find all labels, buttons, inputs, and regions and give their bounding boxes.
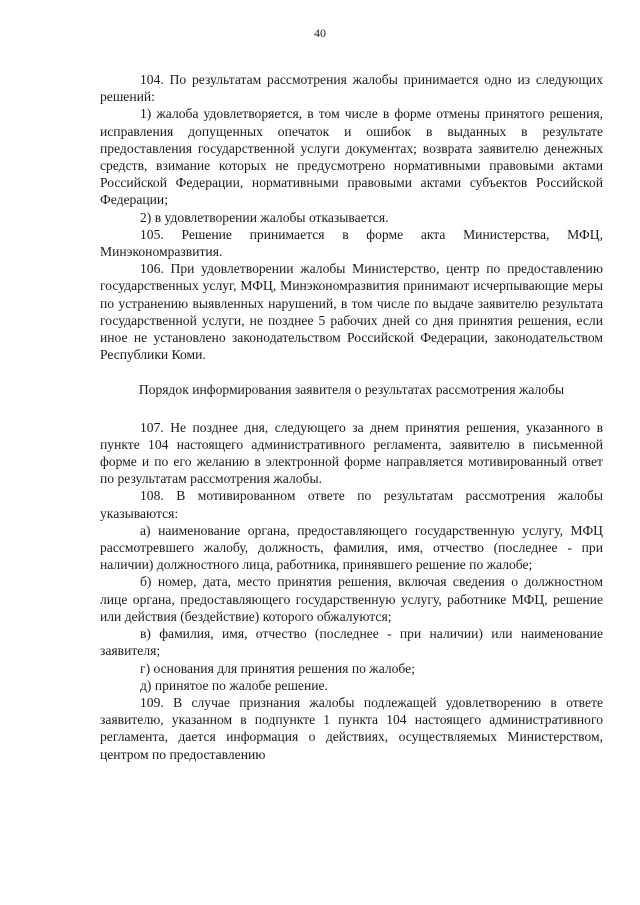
paragraph-108: 108. В мотивированном ответе по результатам рассмотрения жалобы указываются: xyxy=(100,488,603,521)
paragraph-109: 109. В случае признания жалобы подлежащей удовлетворению в ответе заявителю, указанном в подпункте 1 пункта 104 настоящего административного регламента, дается информация о действиях, осуществляемых Министерством, центром по предоставлению xyxy=(100,694,603,762)
paragraph-106: 106. При удовлетворении жалобы Министерство, центр по предоставлению государственных услуг, МФЦ, Минэкономразвития принимают исчерпывающие меры по устранению выявленных нарушений, в том числе по выдаче заявителю результата государственной услуги, не позднее 5 рабочих дней со дня принятия решения, если иное не установлено законодательством Российской Федерации, законодательством Республики Коми. xyxy=(100,261,603,363)
paragraph-108-item-d: д) принятое по жалобе решение. xyxy=(140,677,328,693)
paragraph-108-item-g: г) основания для принятия решения по жалобе; xyxy=(140,660,415,676)
paragraph-104-item-1: 1) жалоба удовлетворяется, в том числе в форме отмены принятого решения, исправления допущенных опечаток и ошибок в выданных в результате предоставления государственной услуги документах; возврата заявителю денежных средств, взимание которых не предусмотрено нормативными правовыми актами Российской Федерации, нормативными правовыми актами субъектов Российской Федерации; xyxy=(100,106,603,208)
section-heading: Порядок информирования заявителя о результатах рассмотрения жалобы xyxy=(138,382,565,398)
paragraph-107: 107. Не позднее дня, следующего за днем принятия решения, указанного в пункте 104 настоящего административного регламента, заявителю в письменной форме и по его желанию в электронной форме направляется мотивированный ответ по результатам рассмотрения жалобы. xyxy=(100,419,603,487)
paragraph-105: 105. Решение принимается в форме акта Министерства, МФЦ, Минэкономразвития. xyxy=(100,226,603,260)
paragraph-108-item-b: б) номер, дата, место принятия решения, включая сведения о должностном лице органа, предоставляющего государственную услугу, работнике МФЦ, решение или действия (бездействие) которого обжалуются; xyxy=(100,574,603,624)
paragraph-104-item-2: 2) в удовлетворении жалобы отказывается. xyxy=(140,209,389,225)
document-body xyxy=(100,71,603,763)
paragraph-108-item-v: в) фамилия, имя, отчество (последнее - при наличии) или наименование заявителя; xyxy=(100,626,603,659)
paragraph-104: 104. По результатам рассмотрения жалобы принимается одно из следующих решений: xyxy=(100,72,603,105)
page-number: 40 xyxy=(314,26,326,40)
paragraph-108-item-a: а) наименование органа, предоставляющего государственную услугу, МФЦ рассмотревшего жалобу, должность, фамилия, имя, отчество (последнее - при наличии) должностного лица, работника, принявшего решение по жалобе; xyxy=(100,522,603,573)
